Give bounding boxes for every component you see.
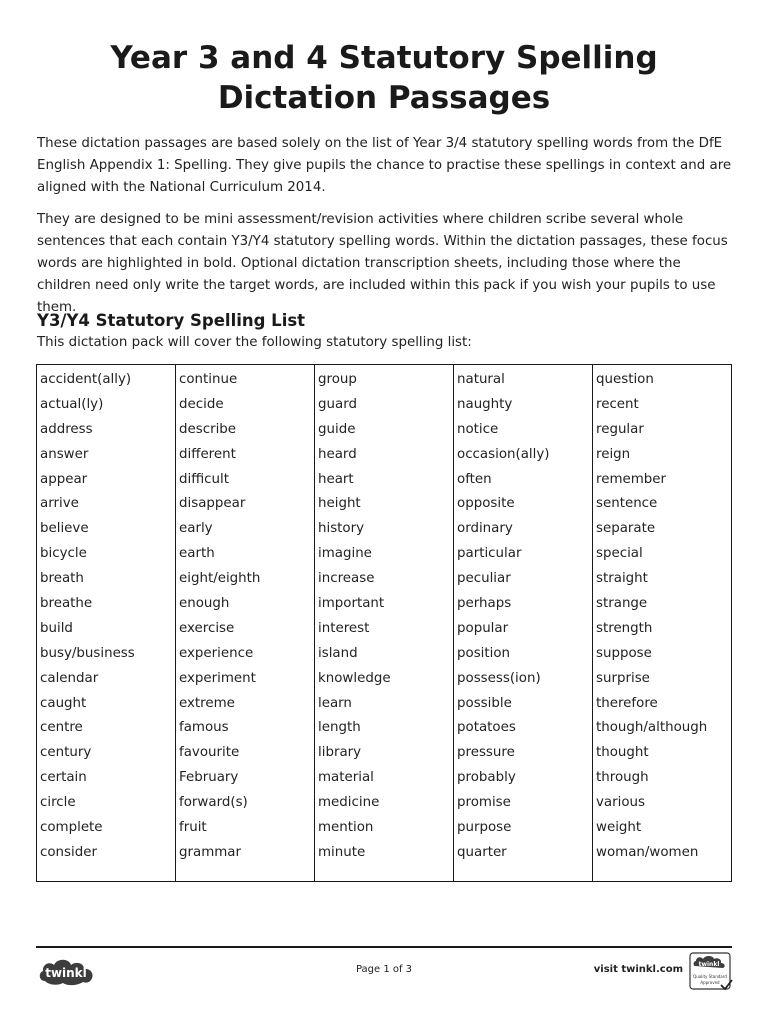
- logo-text: twinkl: [45, 966, 87, 980]
- spelling-word: imagine: [318, 546, 372, 562]
- spelling-word: knowledge: [318, 670, 391, 686]
- spelling-word: opposite: [457, 496, 515, 512]
- spelling-word: possible: [457, 695, 512, 711]
- spelling-word: quarter: [457, 844, 507, 860]
- spelling-word: straight: [596, 571, 648, 587]
- word-column: [37, 365, 176, 881]
- spelling-word: consider: [40, 844, 97, 860]
- spelling-list-intro: This dictation pack will cover the following statutory spelling list:: [37, 335, 472, 350]
- spelling-word: history: [318, 521, 365, 537]
- spelling-word: forward(s): [179, 795, 248, 811]
- spelling-word: appear: [40, 471, 88, 487]
- word-column: [176, 365, 315, 881]
- spelling-word: centre: [40, 720, 83, 736]
- spelling-word: group: [318, 372, 357, 387]
- spelling-word: library: [318, 745, 362, 761]
- spelling-word: pressure: [457, 745, 515, 761]
- spelling-word: often: [457, 471, 492, 487]
- spelling-word: interest: [318, 620, 370, 636]
- page-number: Page 1 of 3: [355, 964, 413, 975]
- spelling-word: circle: [40, 795, 76, 811]
- badge-line-1: twinkl: [698, 961, 720, 968]
- spelling-word: length: [318, 720, 361, 736]
- spelling-word: caught: [40, 695, 87, 711]
- spelling-word: height: [318, 496, 361, 512]
- spelling-word: remember: [596, 471, 667, 487]
- visit-link[interactable]: visit twinkl.com: [593, 964, 683, 975]
- spelling-word: natural: [457, 372, 505, 387]
- spelling-word: decide: [179, 396, 224, 412]
- spelling-word: reign: [596, 446, 631, 462]
- spelling-word: century: [40, 745, 92, 761]
- spelling-word: increase: [318, 571, 375, 587]
- spelling-word: earth: [179, 546, 215, 562]
- spelling-word: probably: [457, 770, 516, 786]
- spelling-word: though/although: [596, 720, 708, 736]
- spelling-word: experience: [179, 645, 254, 661]
- spelling-word: weight: [596, 820, 642, 836]
- spelling-word: occasion(ally): [457, 446, 550, 462]
- page-title: [0, 38, 768, 118]
- spelling-word: experiment: [179, 670, 256, 686]
- spelling-word: peculiar: [457, 571, 511, 587]
- spelling-word: famous: [179, 720, 229, 736]
- spelling-word: purpose: [457, 820, 512, 836]
- spelling-word: particular: [457, 546, 522, 562]
- quality-badge-icon: [689, 952, 733, 992]
- intro-paragraph-2: They are designed to be mini assessment/revision activities where children scribe several whole sentences that each contain Y3/Y4 statutory spelling words. Within the dictation passages, these focus words are highlighted in bold. Optional dictation transcription sheets, including those where the children need only write the target words, are included within this pack if you wish your pupils to use them.: [37, 212, 728, 315]
- spelling-word: busy/business: [40, 645, 135, 661]
- spelling-word: grammar: [179, 844, 242, 860]
- badge-line-3: Approved: [700, 980, 720, 985]
- spelling-word: popular: [457, 620, 509, 636]
- spelling-word: certain: [40, 770, 87, 786]
- spelling-word: strength: [596, 620, 653, 636]
- page-title-line-2: Dictation Passages: [217, 80, 551, 116]
- spelling-word: eight/eighth: [179, 571, 261, 587]
- word-column: [315, 365, 454, 881]
- spelling-word: special: [596, 546, 643, 562]
- intro-paragraph-1: These dictation passages are based solely on the list of Year 3/4 statutory spelling words from the DfE English Appendix 1: Spelling. They give pupils the chance to practise these spellings in context and are aligned with the National Curriculum 2014.: [37, 136, 732, 195]
- spelling-word: mention: [318, 820, 374, 836]
- word-column: [593, 365, 731, 881]
- spelling-word: position: [457, 645, 511, 661]
- spelling-word: through: [596, 770, 649, 786]
- spelling-word: recent: [596, 396, 639, 412]
- spelling-word: medicine: [318, 795, 380, 811]
- spelling-word: breathe: [40, 596, 93, 612]
- spelling-word: strange: [596, 596, 648, 612]
- spelling-word: enough: [179, 596, 230, 612]
- spelling-word: surprise: [596, 670, 650, 686]
- spelling-word: different: [179, 446, 236, 462]
- spelling-word: address: [40, 421, 93, 437]
- spelling-word: regular: [596, 421, 644, 437]
- spelling-word: calendar: [40, 670, 99, 686]
- spelling-word: separate: [596, 521, 656, 537]
- spelling-word: heard: [318, 446, 357, 462]
- spelling-list-heading: Y3/Y4 Statutory Spelling List: [37, 311, 306, 330]
- spelling-word: disappear: [179, 496, 246, 512]
- spelling-word-table: [36, 364, 732, 882]
- spelling-word: guard: [318, 396, 357, 412]
- spelling-word: possess(ion): [457, 670, 541, 686]
- spelling-word: actual(ly): [40, 396, 104, 412]
- spelling-word: breath: [40, 571, 84, 587]
- spelling-word: question: [596, 372, 654, 387]
- spelling-word: continue: [179, 372, 238, 387]
- footer-divider: [36, 946, 732, 948]
- spelling-word: fruit: [179, 820, 207, 836]
- spelling-word: various: [596, 795, 646, 811]
- spelling-word: therefore: [596, 695, 658, 711]
- page-title-line-1: Year 3 and 4 Statutory Spelling: [110, 40, 658, 76]
- spelling-word: perhaps: [457, 596, 512, 612]
- spelling-word: thought: [596, 745, 649, 761]
- badge-line-2: Quality Standard: [693, 974, 727, 979]
- spelling-word: guide: [318, 421, 356, 437]
- spelling-word: heart: [318, 471, 354, 487]
- spelling-word: early: [179, 521, 213, 537]
- spelling-word: believe: [40, 521, 89, 537]
- spelling-word: sentence: [596, 496, 658, 512]
- spelling-word: exercise: [179, 620, 235, 636]
- spelling-word: bicycle: [40, 546, 87, 562]
- spelling-word: arrive: [40, 496, 79, 512]
- spelling-word: build: [40, 620, 73, 636]
- spelling-word: suppose: [596, 645, 652, 661]
- spelling-word: complete: [40, 820, 103, 836]
- spelling-word: material: [318, 770, 374, 786]
- spelling-word: potatoes: [457, 720, 516, 736]
- spelling-word: important: [318, 596, 385, 612]
- spelling-word: accident(ally): [40, 372, 132, 387]
- spelling-word: answer: [40, 446, 89, 462]
- spelling-word: woman/women: [596, 844, 699, 860]
- spelling-word: learn: [318, 695, 352, 711]
- spelling-word: island: [318, 645, 358, 661]
- word-column: [454, 365, 593, 881]
- spelling-word: minute: [318, 844, 366, 860]
- spelling-word: naughty: [457, 396, 513, 412]
- spelling-word: extreme: [179, 695, 235, 711]
- spelling-word: promise: [457, 795, 511, 811]
- spelling-word: notice: [457, 421, 499, 437]
- spelling-word: difficult: [179, 471, 229, 487]
- spelling-word: February: [179, 770, 239, 786]
- spelling-word: describe: [179, 421, 237, 437]
- spelling-word: favourite: [179, 745, 240, 761]
- spelling-word: ordinary: [457, 521, 513, 537]
